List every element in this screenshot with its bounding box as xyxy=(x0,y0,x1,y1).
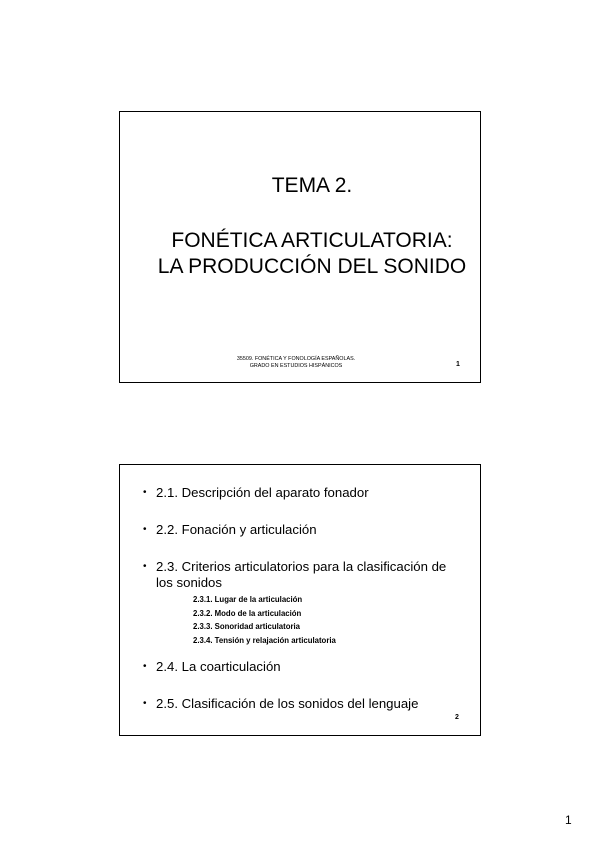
bullet-marker: • xyxy=(143,661,147,672)
bullet-text: 2.1. Descripción del aparato fonador xyxy=(156,485,369,500)
sub-item: 2.3.4. Tensión y relajación articulatoria xyxy=(193,635,336,645)
bullet-marker: • xyxy=(143,698,147,709)
slide-2 xyxy=(119,464,481,736)
bullet-marker: • xyxy=(143,524,147,535)
bullet-text: 2.4. La coarticulación xyxy=(156,659,281,674)
bullet-text: 2.3. Criterios articulatorios para la clasificación de los sonidos xyxy=(156,559,447,590)
bullet-text: 2.5. Clasificación de los sonidos del lenguaje xyxy=(156,696,419,711)
sub-item: 2.3.1. Lugar de la articulación xyxy=(193,595,303,604)
page-number: 1 xyxy=(565,813,572,827)
bullet-marker: • xyxy=(143,561,147,572)
sub-item: 2.3.3. Sonoridad articulatoria xyxy=(193,622,301,631)
course-footer-line-1: 35509. FONÉTICA Y FONOLOGÍA ESPAÑOLAS. xyxy=(236,356,356,362)
slide-subtitle-line-2: LA PRODUCCIÓN DEL SONIDO xyxy=(157,255,467,278)
course-footer xyxy=(232,356,360,370)
slide-subtitle-line-1: FONÉTICA ARTICULATORIA: xyxy=(171,229,453,252)
slide-title: TEMA 2. xyxy=(271,174,353,197)
bullet-marker: • xyxy=(143,487,147,498)
sub-item: 2.3.2. Modo de la articulación xyxy=(193,608,302,618)
slide-number: 1 xyxy=(456,361,460,368)
slide-number: 2 xyxy=(455,714,459,721)
sub-list xyxy=(193,593,336,647)
bullet-text: 2.2. Fonación y articulación xyxy=(156,522,317,537)
slide-1 xyxy=(119,111,481,383)
course-footer-line-2: GRADO EN ESTUDIOS HISPÁNICOS xyxy=(249,363,343,369)
